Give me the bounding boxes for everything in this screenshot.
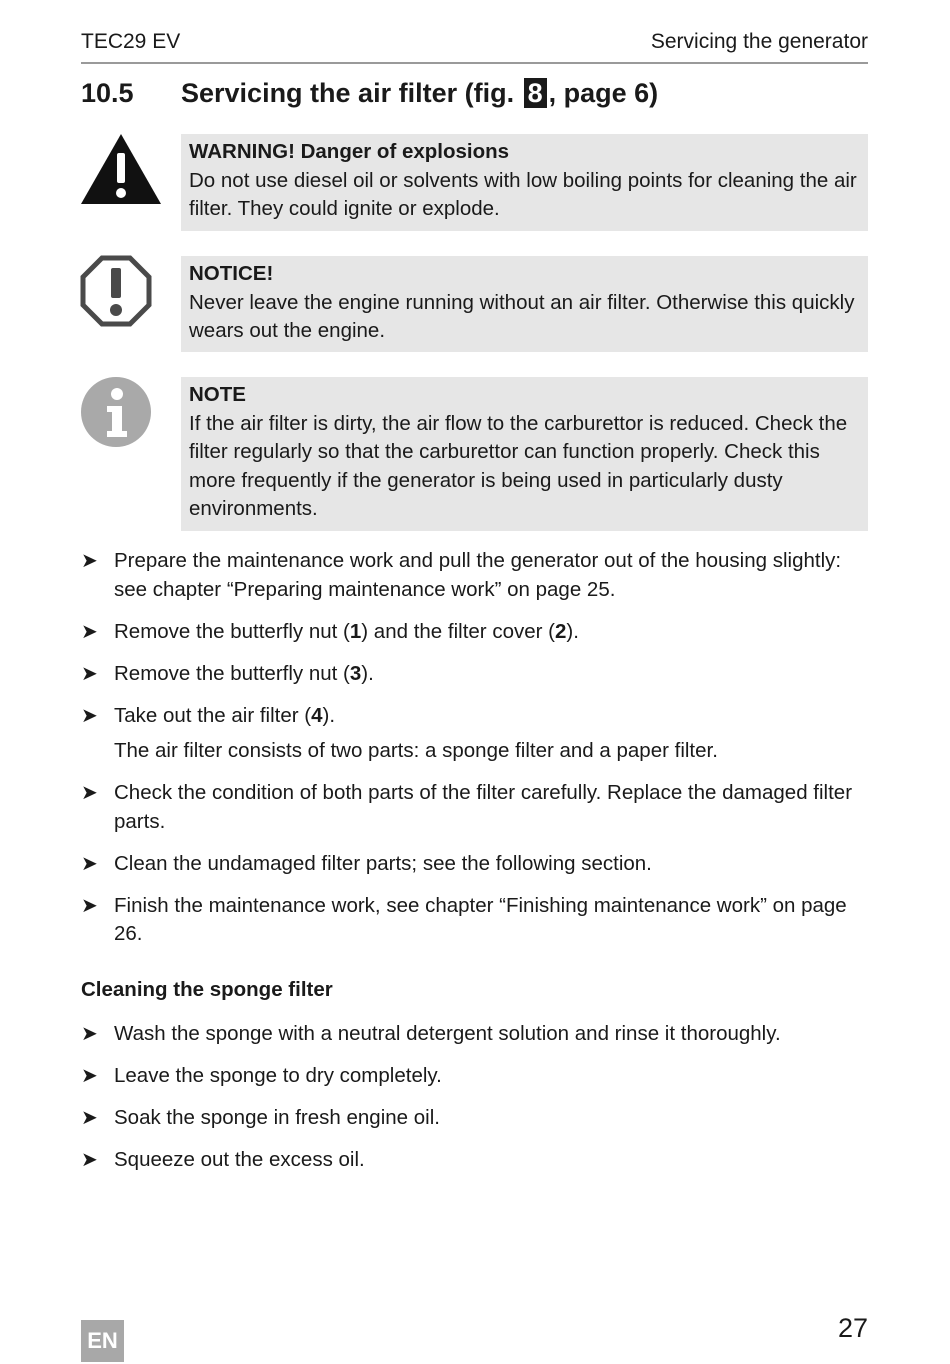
step-text: Wash the sponge with a neutral detergent solution and rinse it thoroughly. [114, 1022, 781, 1045]
cleaning-heading: Cleaning the sponge filter [81, 978, 333, 1001]
page-number: 27 [837, 1313, 868, 1343]
part-number: 2 [554, 619, 567, 643]
step-text: Take out the air filter ( [114, 703, 312, 727]
arrow-bullet-icon: ➤ [81, 1023, 98, 1045]
step-text: Remove the butterfly nut ( [114, 619, 350, 643]
step-item [81, 779, 871, 836]
step-item [81, 892, 871, 949]
step-list [81, 547, 871, 962]
step-text: Finish the maintenance work, see chapter “Finishing maintenance work” on page 26. [114, 893, 847, 945]
part-number: 1 [349, 619, 362, 643]
cleaning-step-item [81, 1146, 871, 1175]
section-title-suffix: , page 6) [548, 78, 659, 108]
cleaning-step-list [81, 1020, 871, 1188]
arrow-bullet-icon: ➤ [81, 782, 98, 804]
step-text: Squeeze out the excess oil. [114, 1148, 365, 1171]
arrow-bullet-icon: ➤ [81, 1065, 98, 1087]
step-text: ). [361, 661, 374, 685]
notice-title: NOTICE! [189, 262, 274, 285]
note-text: If the air filter is dirty, the air flow to the carburettor is reduced. Check the filter regularly so that the carburettor can function properly. Check this more frequently if the generator is being used in particularly dusty environments. [189, 411, 848, 520]
info-icon [80, 376, 152, 448]
step-text: ) and the filter cover ( [361, 619, 555, 643]
step-item [81, 850, 871, 879]
step-item [81, 547, 871, 604]
step-note: The air filter consists of two parts: a sponge filter and a paper filter. [114, 739, 718, 762]
arrow-bullet-icon: ➤ [81, 550, 98, 572]
arrow-bullet-icon: ➤ [81, 1149, 98, 1171]
notice-box [181, 256, 868, 352]
step-item [81, 660, 871, 689]
warning-box [181, 134, 868, 231]
section-title-text: Servicing the air filter (fig. [181, 78, 522, 108]
figure-badge: 8 [524, 78, 547, 108]
step-item [81, 702, 871, 766]
step-text: Leave the sponge to dry completely. [114, 1064, 442, 1087]
note-box [181, 377, 868, 531]
part-number: 4 [311, 703, 323, 727]
step-text: Remove the butterfly nut ( [114, 661, 350, 685]
arrow-bullet-icon: ➤ [81, 662, 98, 685]
arrow-bullet-icon: ➤ [81, 704, 98, 727]
notice-text: Never leave the engine running without an air filter. Otherwise this quickly wears out the engine. [189, 290, 855, 342]
warning-triangle-icon [80, 133, 162, 205]
cleaning-step-item [81, 1020, 871, 1049]
arrow-bullet-icon: ➤ [81, 894, 98, 917]
step-text: Clean the undamaged filter parts; see the following section. [114, 851, 652, 875]
arrow-bullet-icon: ➤ [81, 852, 98, 875]
cleaning-step-item [81, 1104, 871, 1133]
octagon-exclamation-icon [80, 255, 152, 327]
step-item [81, 618, 871, 647]
page-header [81, 30, 868, 64]
warning-text: Do not use diesel oil or solvents with low boiling points for cleaning the air filter. They could ignite or explode. [189, 168, 857, 220]
section-number: 10.5 [81, 78, 134, 108]
section-title [81, 78, 658, 109]
arrow-bullet-icon: ➤ [81, 620, 98, 643]
header-model: TEC29 EV [81, 30, 181, 53]
header-chapter: Servicing the generator [650, 30, 868, 53]
step-text: Check the condition of both parts of the filter carefully. Replace the damaged filter parts. [114, 781, 853, 833]
arrow-bullet-icon: ➤ [81, 1107, 98, 1129]
step-text: Soak the sponge in fresh engine oil. [114, 1106, 440, 1129]
step-text: ). [566, 619, 579, 643]
part-number: 3 [349, 661, 362, 685]
cleaning-step-item [81, 1062, 871, 1091]
note-title: NOTE [189, 383, 246, 406]
step-text: ). [322, 703, 336, 727]
warning-title: WARNING! Danger of explosions [189, 140, 510, 163]
step-text: Prepare the maintenance work and pull the generator out of the housing slightly: see chapter “Preparing maintenance work” on page 25. [114, 549, 842, 601]
language-badge: EN [81, 1320, 124, 1362]
